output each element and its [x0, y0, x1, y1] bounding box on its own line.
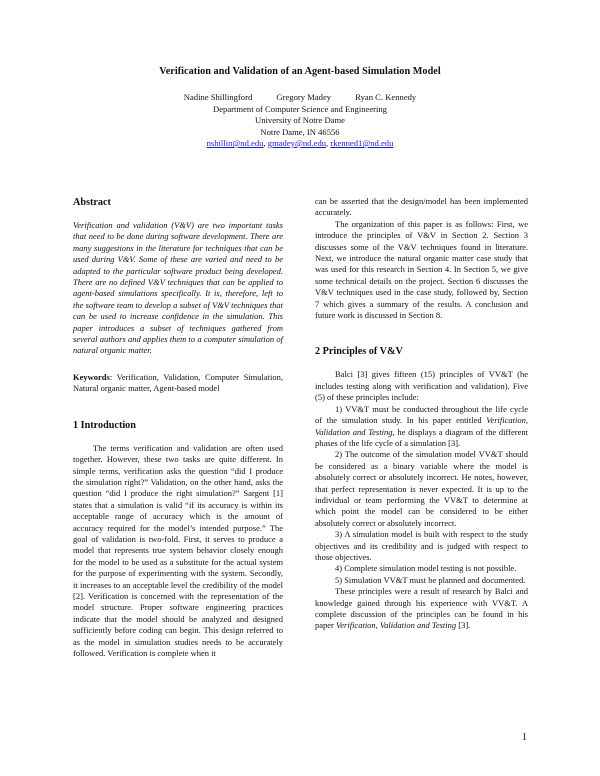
- abstract-heading: Abstract: [73, 197, 111, 208]
- intro-heading: 1 Introduction: [73, 419, 136, 431]
- principle-item: 3) A simulation model is built with respect to the study objectives and its credibility and is judged with respect to those objectives.: [315, 529, 528, 562]
- author-list: [60, 92, 540, 104]
- principle-item: 5) Simulation VV&T must be planned and documented.: [335, 574, 526, 585]
- principle-item: [315, 404, 528, 450]
- cited-title: Verification, Validation and Testing: [336, 620, 457, 631]
- paragraph-text: [3].: [456, 620, 471, 631]
- principles-paragraph: Balci [3] gives fifteen (15) principles of VV&T (he includes testing along with verification and validation). Five (5) of these principles include:: [315, 369, 528, 403]
- principle-text: 1) VV&T must be conducted throughout the life cycle of the simulation study. In his paper entitled: [315, 403, 528, 426]
- principle-text: , he displays a diagram of the different phases of the life cycle of a simulation [3].: [315, 426, 528, 448]
- paper-header: [60, 66, 540, 150]
- principle-item: 2) The outcome of the simulation model VV&T should be considered as a binary variable where the model is absolutely correct or absolutely incorrect. He notes, however, that perfect representation is never expected. It is up to the individual or team performing the VV&T to determine at which point the model can be considered to be either absolutely correct or absolutely incorrect.: [315, 449, 528, 528]
- keywords: [73, 372, 283, 395]
- cited-title: Verification, Validation and Testing: [315, 415, 528, 437]
- intro-paragraph: can be asserted that the design/model has been implemented accurately.: [315, 196, 528, 218]
- author-name: Ryan C. Kennedy: [355, 92, 417, 102]
- author-name: Gregory Madey: [276, 92, 332, 102]
- principles-heading: 2 Principles of V&V: [315, 346, 403, 358]
- intro-paragraph: The organization of this paper is as follows: First, we introduce the principles of V&V in Section 2. Section 3 discusses some of the V&V techniques found in literature. Next, we introduce the natural organic matter case study that was used for this research in Section 4. In Section 5, we give some technical details on the project. Section 6 discusses the V&V techniques used in the case study, followed by, Section 7 which gives a summary of the results. A conclusion and future work is discussed in Section 8.: [315, 218, 528, 321]
- email-separator: ,: [263, 138, 268, 148]
- keywords-label: Keywords: [73, 371, 110, 382]
- email-link[interactable]: nshillin@nd.edu: [206, 138, 264, 148]
- paper-title: Verification and Validation of an Agent-based Simulation Model: [159, 66, 441, 77]
- keywords-text: : Verification, Validation, Computer Simulation, Natural organic matter, Agent-based model: [73, 371, 283, 394]
- email-link[interactable]: gmadey@nd.edu: [267, 138, 327, 148]
- affiliation-department: Department of Computer Science and Engineering: [213, 103, 387, 114]
- email-separator: ,: [326, 138, 331, 148]
- right-column: [315, 196, 528, 632]
- email-link[interactable]: rkenned1@nd.edu: [330, 138, 394, 148]
- affiliation-university: University of Notre Dame: [255, 115, 345, 125]
- paragraph-text: These principles were a result of research by Balci and knowledge gained through his experience with VV&T. A complete discussion of the principles can be found in his paper: [315, 586, 528, 631]
- left-column: [73, 196, 283, 659]
- page-number: 1: [522, 732, 527, 743]
- author-emails: [60, 138, 540, 150]
- intro-paragraph: The terms verification and validation are often used together. However, these two tasks are quite different. In simple terms, verification asks the question “did I produce the simulation right?” Validation, on the other hand, asks the question “did I produce the right simulation?” Sargent [1] states that a simulation is valid “if its accuracy is within its acceptable range of accuracy which is the amount of accuracy required for the model’s intended purpose.” The goal of validation is two-fold. First, it serves to produce a model that represents true system behavior closely enough for the model to be used as a substitute for the actual system for the purpose of experimenting with the system. Secondly, it increases to an acceptable level the credibility of the model [2]. Verification is concerned with the representation of the model structure. Proper software engineering practices indicate that the model should be analyzed and designed sufficiently before coding can begin. This design referred to as the model in simulation studies needs to be accurately followed. Verification is complete when it: [73, 442, 283, 658]
- abstract-text: Verification and validation (V&V) are two important tasks that need to be done during software development. There are many suggestions in the literature for techniques that can be used during V&V. Some of these are varied and need to be adapted to the particular software product being developed. There are no defined V&V techniques that can be applied to agent-based simulations specifically. It is, therefore, left to the software team to develop a subset of V&V techniques that can be used to increase confidence in the simulation. This paper introduces a subset of techniques gathered from several authors and applies them to a computer simulation of natural organic matter.: [73, 220, 283, 356]
- affiliation-location: Notre Dame, IN 46556: [260, 126, 340, 137]
- principles-paragraph: [315, 586, 528, 632]
- principle-item: 4) Complete simulation model testing is not possible.: [335, 563, 517, 574]
- author-name: Nadine Shillingford: [183, 92, 253, 102]
